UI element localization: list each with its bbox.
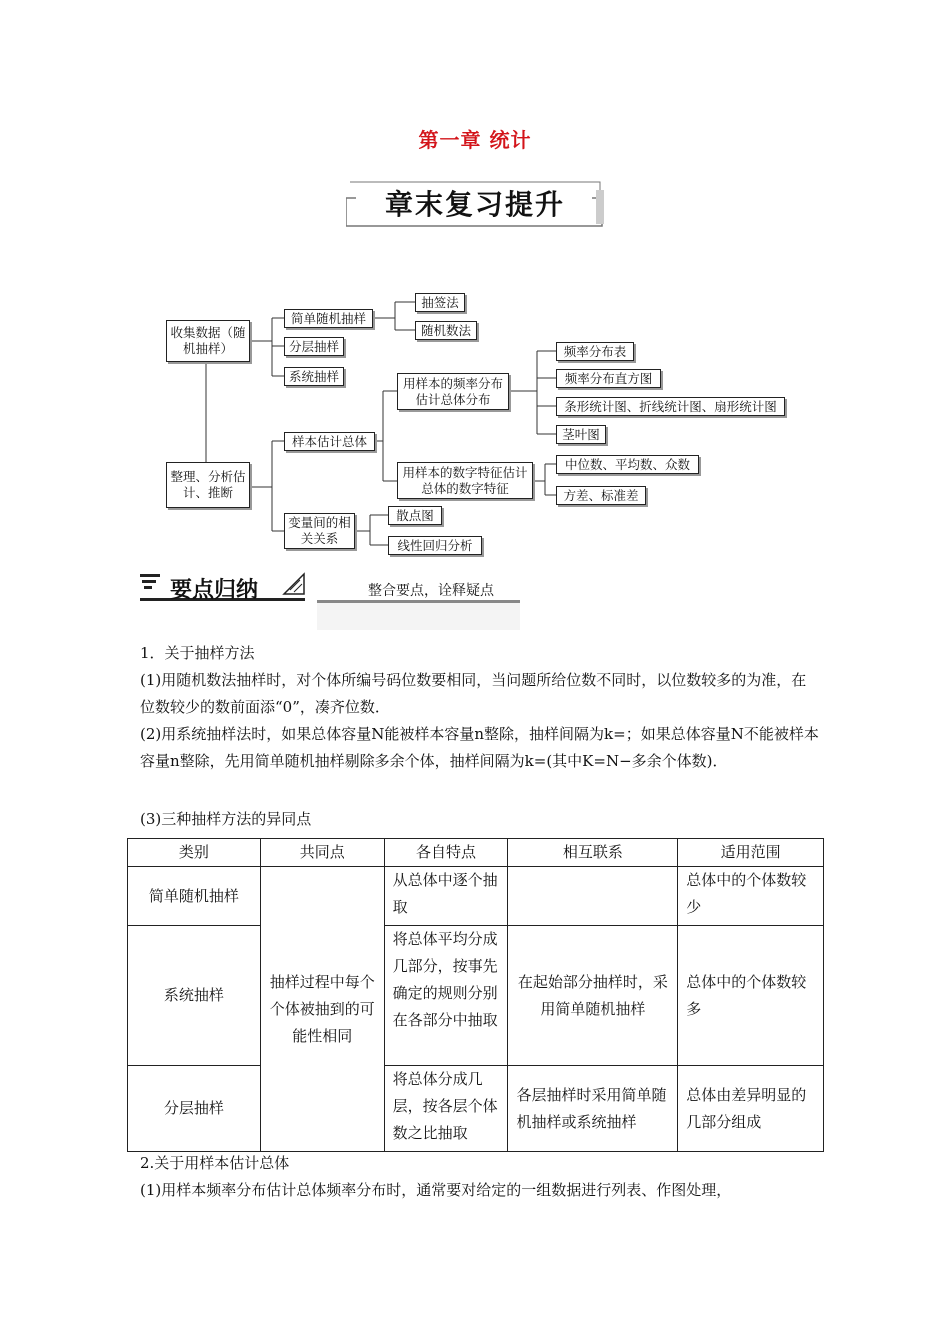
- node-histogram: 频率分布直方图: [556, 369, 661, 388]
- heading-sampling-methods: 1．关于抽样方法: [140, 644, 255, 662]
- node-freq-estimate: 用样本的频率分布估计总体分布: [397, 373, 509, 410]
- table-cell-type: 简单随机抽样: [128, 867, 261, 926]
- node-variance: 方差、标准差: [556, 486, 646, 505]
- table-cell-link: 各层抽样时采用简单随机抽样或系统抽样: [508, 1066, 678, 1152]
- table-header: 适用范围: [678, 839, 824, 867]
- node-charts: 条形统计图、折线统计图、扇形统计图: [556, 397, 785, 416]
- node-simple-random: 简单随机抽样: [284, 309, 373, 328]
- node-systematic: 系统抽样: [284, 367, 344, 386]
- paragraph-systematic: (2)用系统抽样法时，如果总体容量N能被样本容量n整除，抽样间隔为k=；如果总体容量N不能被样本容量n整除，先用简单随机抽样剔除多余个体，抽样间隔为k=(其中K=N−多余个体数)．: [140, 725, 819, 770]
- node-random-number: 随机数法: [415, 321, 477, 340]
- table-header: 相互联系: [508, 839, 678, 867]
- paragraph-comparison: (3)三种抽样方法的异同点: [140, 810, 312, 828]
- section-subtitle: 整合要点，诠释疑点: [368, 583, 494, 599]
- table-cell-link: 在起始部分抽样时，采用简单随机抽样: [508, 926, 678, 1066]
- node-lottery: 抽签法: [415, 293, 465, 312]
- table-cell-type: 分层抽样: [128, 1066, 261, 1152]
- paragraph-random-number: (1)用随机数法抽样时，对个体所编号码位数要相同，当问题所给位数不同时，以位数较多的为准，在位数较少的数前面添“0”，凑齐位数．: [140, 671, 807, 716]
- table-cell-feature: 从总体中逐个抽取: [384, 867, 508, 926]
- table-cell-common: 抽样过程中每个个体被抽到的可能性相同: [260, 867, 384, 1152]
- node-central-tendency: 中位数、平均数、众数: [556, 455, 699, 474]
- table-cell-scope: 总体中的个体数较少: [678, 867, 824, 926]
- table-header: 各自特点: [384, 839, 508, 867]
- node-analyze: 整理、分析估计、推断: [166, 462, 250, 508]
- node-scatter: 散点图: [388, 506, 442, 525]
- table-cell-feature: 将总体分成几层，按各层个体数之比抽取: [384, 1066, 508, 1152]
- diagram-connectors: [0, 0, 950, 600]
- table-header: 共同点: [260, 839, 384, 867]
- section-title: 要点归纳: [170, 578, 259, 603]
- table-header: 类别: [128, 839, 261, 867]
- node-stem-leaf: 茎叶图: [556, 425, 606, 444]
- table-cell-scope: 总体由差异明显的几部分组成: [678, 1066, 824, 1152]
- table-cell-link: [508, 867, 678, 926]
- node-regression: 线性回归分析: [388, 536, 482, 555]
- node-freq-table: 频率分布表: [556, 342, 634, 361]
- node-numeric-estimate: 用样本的数字特征估计总体的数字特征: [397, 462, 533, 499]
- chapter-title: 第一章 统计: [418, 128, 532, 152]
- table-cell-type: 系统抽样: [128, 926, 261, 1066]
- heading-sample-estimate: 2.关于用样本估计总体: [140, 1154, 290, 1172]
- table-cell-feature: 将总体平均分成几部分，按事先确定的规则分别在各部分中抽取: [384, 926, 508, 1066]
- node-collect-data: 收集数据（随机抽样）: [166, 320, 250, 362]
- node-correlation: 变量间的相关关系: [284, 513, 355, 549]
- paragraph-frequency-distribution: (1)用样本频率分布估计总体频率分布时，通常要对给定的一组数据进行列表、作图处理，: [140, 1181, 732, 1199]
- node-stratified: 分层抽样: [284, 337, 344, 356]
- table-cell-scope: 总体中的个体数较多: [678, 926, 824, 1066]
- node-sample-estimate: 样本估计总体: [284, 432, 375, 451]
- banner-title: 章末复习提升: [384, 188, 565, 221]
- sampling-comparison-table: [127, 838, 824, 1152]
